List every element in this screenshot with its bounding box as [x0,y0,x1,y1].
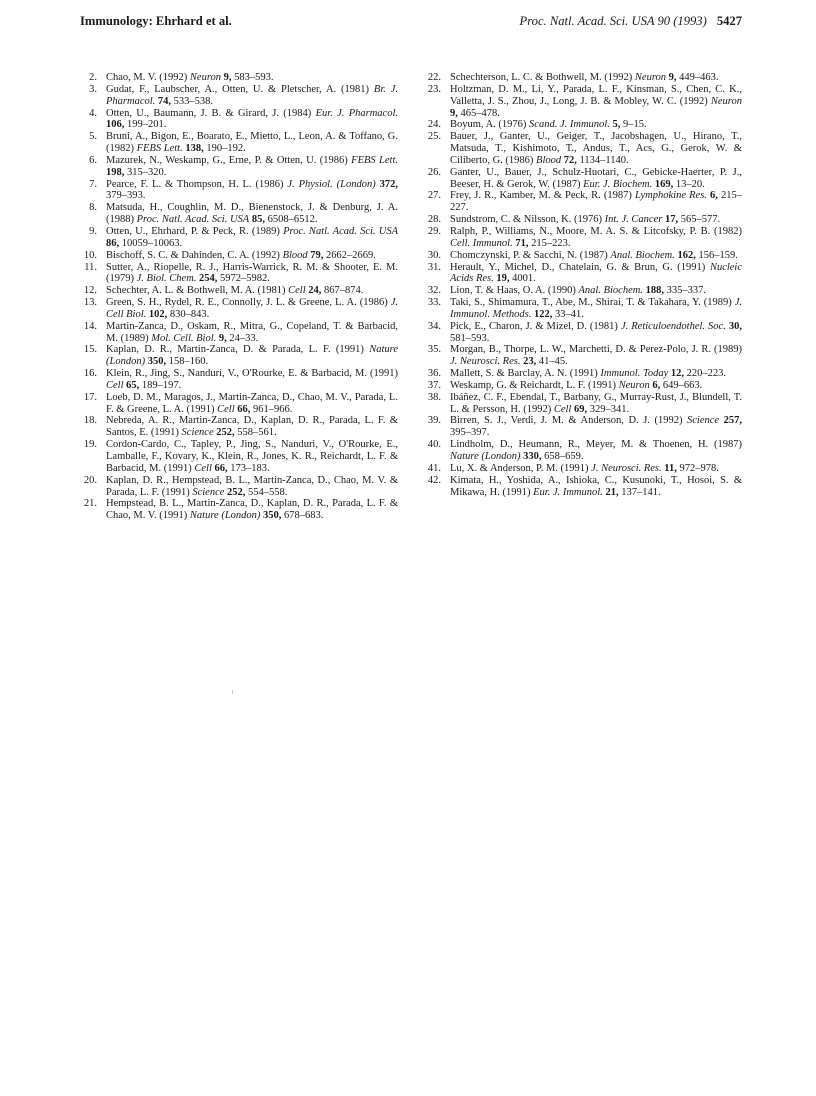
reference-authors: Kaplan, D. R., Martin-Zanca, D. & Parada, L. F. (1991) [106,344,364,356]
reference-authors: Matsuda, H., Coughlin, M. D., Bienenstock, J. & Denburg, J. A. (1988) [106,202,398,226]
reference-pages: 33–41. [555,308,584,320]
reference-item [80,415,398,439]
reference-volume: 24, [308,285,322,297]
reference-authors: Lion, T. & Haas, O. A. (1990) [450,285,576,297]
running-head-left: Immunology: Ehrhard et al. [80,14,232,28]
reference-pages: 6508–6512. [267,214,318,226]
reference-pages: 329–341. [589,403,630,415]
reference-volume: 138, [185,143,204,155]
reference-item [424,368,742,380]
reference-authors: Pick, E., Charon, J. & Mizel, D. (1981) [450,320,618,332]
reference-item [424,285,742,297]
reference-volume: 188, [645,285,664,297]
reference-number: 15. [83,344,97,356]
reference-volume: 74, [157,95,172,107]
reference-authors: Birren, S. J., Verdi, J. M. & Anderson, D. J. (1992) [450,415,683,427]
reference-item [424,321,742,345]
reference-item [80,285,398,297]
reference-pages: 1134–1140. [579,154,629,166]
reference-volume: 122, [534,308,553,320]
reference-authors: Mallett, S. & Barclay, A. N. (1991) [450,368,598,380]
reference-journal: Neuron [710,95,743,107]
reference-pages: 189–197. [141,379,182,391]
reference-authors: Hempstead, B. L., Martin-Zanca, D., Kaplan, D. R., Parada, L. F. & Chao, M. V. (1991) [106,498,398,522]
reference-item [80,439,398,475]
reference-number: 26. [427,166,441,178]
reference-number: 16. [83,368,97,380]
reference-journal: J. Immunol. Methods. [450,297,743,320]
reference-journal: Br. J. Pharmacol. [106,83,399,107]
reference-journal: Mol. Cell. Biol. [151,332,217,344]
reference-journal: J. Reticuloendothel. Soc. [620,320,726,332]
reference-item [80,108,398,132]
reference-authors: Green, S. H., Rydel, R. E., Connolly, J. L. & Greene, L. A. (1986) [106,297,388,309]
reference-pages: 220–223. [686,368,727,380]
reference-volume: 350, [263,510,282,522]
reference-number: 33. [427,297,441,309]
reference-number: 19. [83,439,97,451]
reference-item [80,368,398,392]
reference-authors: Lindholm, D., Heumann, R., Meyer, M. & Thoenen, H. (1987) [450,439,742,451]
reference-authors: Otten, U., Baumann, J. B. & Girard, J. (1984) [106,107,312,119]
reference-authors: Chomczynski, P. & Sacchi, N. (1987) [450,249,608,261]
reference-item [80,498,398,522]
reference-pages: 961–966. [253,403,293,415]
reference-authors: Ibáñez, C. F., Ebendal, T., Barbany, G., Murray-Rust, J., Blundell, T. L. & Persson, H. (1992) [450,391,742,415]
reference-volume: 86, [106,237,120,249]
reference-volume: 21, [605,486,619,498]
reference-item [424,463,742,475]
reference-authors: Morgan, B., Thorpe, L. W., Marchetti, D. & Perez-Polo, J. R. (1989) [450,344,742,356]
reference-volume: 69, [573,403,588,415]
reference-volume: 66, [237,403,251,415]
reference-journal: Cell [288,285,306,297]
reference-item [80,250,398,262]
reference-number: 42. [427,474,441,486]
reference-authors: Otten, U., Ehrhard, P. & Peck, R. (1989) [106,225,280,237]
reference-number: 37. [427,379,441,391]
reference-item [80,155,398,179]
reference-volume: 85, [251,214,265,226]
reference-item [80,297,398,321]
reference-volume: 17, [664,214,679,226]
reference-item [424,131,742,167]
reference-authors: Weskamp, G. & Reichardt, L. F. (1991) [450,379,616,391]
reference-pages: 190–192. [206,143,246,155]
reference-pages: 13–20. [675,178,705,190]
reference-number: 18. [83,415,97,427]
reference-volume: 162, [677,249,696,261]
reference-pages: 199–201. [127,119,167,131]
reference-authors: Pearce, F. L. & Thompson, H. L. (1986) [106,178,284,190]
reference-authors: Holtzman, D. M., Li, Y., Parada, L. F., Kinsman, S., Chen, C. K., Valletta, J. S., Zhou, J., Long, J. B. & Mobley, W. C. (1992) [450,83,742,107]
reference-authors: Sutter, A., Riopelle, R. J., Harris-Warrick, R. M. & Shooter, E. M. (1979) [106,261,398,285]
reference-number: 13. [83,297,97,309]
reference-authors: Bruni, A., Bigon, E., Boarato, E., Mietto, L., Leon, A. & Toffano, G. (1982) [106,131,398,155]
reference-journal: Immunol. Today [600,368,669,380]
reference-volume: 102, [148,308,168,320]
reference-volume: 71, [515,237,529,249]
reference-journal: Cell [217,403,235,415]
reference-item [424,72,742,84]
reference-item [424,380,742,392]
reference-authors: Mazurek, N., Weskamp, G., Erne, P. & Otten, U. (1986) [106,154,348,166]
reference-number: 40. [427,439,441,451]
reference-item [424,250,742,262]
reference-journal: Cell [553,403,572,415]
reference-volume: 252, [216,427,235,439]
reference-journal: Eur. J. Immunol. [533,486,603,498]
reference-volume: 65, [126,379,140,391]
reference-pages: 5972–5982. [220,273,270,285]
reference-authors: Bischoff, S. C. & Dahinden, C. A. (1992) [106,249,280,261]
reference-journal: Cell [106,379,124,391]
reference-volume: 9, [450,107,458,119]
reference-journal: Eur. J. Biochem. [583,178,653,190]
reference-number: 38. [427,391,441,403]
reference-journal: Science [687,415,720,427]
reference-journal: Cell [194,462,212,474]
reference-item [424,297,742,321]
reference-authors: Frey, J. R., Kamber, M. & Peck, R. (1987) [450,190,632,202]
reference-volume: 9, [668,72,677,83]
reference-authors: Ralph, P., Williams, N., Moore, M. A. S. & Litcofsky, P. B. (1982) [450,225,742,237]
reference-authors: Schechter, A. L. & Bothwell, M. A. (1981) [106,285,286,297]
reference-journal: Eur. J. Pharmacol. [315,107,398,119]
reference-pages: 335–337. [666,285,706,297]
reference-authors: Nebreda, A. R., Martin-Zanca, D., Kaplan, D. R., Parada, L. F. & Santos, E. (1991) [106,415,398,439]
reference-pages: 449–463. [679,72,719,83]
reference-journal: Neuron [634,72,667,83]
reference-authors: Klein, R., Jing, S., Nanduri, V., O'Rourke, E. & Barbacid, M. (1991) [106,368,398,380]
reference-volume: 350, [147,356,167,368]
reference-pages: 379–393. [106,190,146,202]
reference-number: 11. [84,261,97,273]
reference-pages: 10059–10063. [121,237,183,249]
reference-journal: J. Physiol. (London) [287,178,376,190]
reference-journal: Neuron [189,72,222,83]
reference-item [424,167,742,191]
reference-number: 35. [427,344,441,356]
reference-volume: 169, [654,178,674,190]
reference-pages: 9–15. [622,119,647,131]
reference-pages: 830–843. [169,308,210,320]
reference-volume: 257, [723,415,742,427]
reference-journal: Anal. Biochem. [578,285,643,297]
reference-volume: 198, [106,166,125,178]
reference-item [80,321,398,345]
reference-number: 7. [89,178,97,190]
reference-pages: 649–663. [662,379,703,391]
reference-authors: Bauer, J., Ganter, U., Geiger, T., Jacobshagen, U., Hirano, T., Matsuda, T., Kishimoto, T., Andus, T., Acs, G., Gerok, W. & Ciliberto, G. (1986) [450,131,742,166]
reference-pages: 215–223. [531,237,571,249]
reference-pages: 678–683. [284,510,324,522]
reference-number: 6. [89,154,97,166]
reference-item [80,392,398,416]
reference-journal: Nature (London) [189,510,261,522]
reference-pages: 215–227. [450,190,743,214]
reference-item [80,344,398,368]
reference-pages: 156–159. [698,249,738,261]
reference-number: 34. [427,320,441,332]
reference-authors: Kimata, H., Yoshida, A., Ishioka, C., Kusunoki, T., Hosoi, S. & Mikawa, H. (1991) [450,474,742,498]
reference-journal: Science [192,486,225,498]
reference-item [80,475,398,499]
reference-item [424,226,742,250]
reference-journal: Blood [282,249,308,261]
reference-number: 9. [89,225,97,237]
reference-authors: Taki, S., Shimamura, T., Abe, M., Shirai, T. & Takahara, Y. (1989) [450,297,732,309]
reference-pages: 2662–2669. [326,249,376,261]
reference-journal: J. Cell Biol. [106,297,398,320]
reference-item [424,119,742,131]
reference-journal: Proc. Natl. Acad. Sci. USA [136,214,250,226]
reference-journal: Scand. J. Immunol. [529,119,610,131]
reference-item [80,202,398,226]
scan-mark [232,690,233,694]
reference-journal: Proc. Natl. Acad. Sci. USA [283,225,398,237]
reference-journal: Science [181,427,214,439]
reference-number: 23. [427,83,441,95]
reference-pages: 315–320. [127,166,167,178]
reference-authors: Chao, M. V. (1992) [106,72,188,83]
reference-number: 3. [89,83,97,95]
reference-volume: 30, [728,320,742,332]
reference-volume: 6, [652,379,661,391]
reference-number: 20. [83,474,97,486]
reference-number: 12. [83,285,97,297]
reference-item [424,392,742,416]
reference-pages: 867–874. [324,285,364,297]
reference-item [424,439,742,463]
reference-pages: 658–659. [544,451,584,462]
reference-item [80,72,398,84]
reference-volume: 6, [710,190,718,202]
journal-citation: Proc. Natl. Acad. Sci. USA 90 (1993) [519,14,707,28]
reference-volume: 72, [563,154,577,166]
reference-number: 39. [427,415,441,427]
reference-pages: 137–141. [621,486,661,498]
reference-number: 5. [89,131,97,143]
reference-number: 10. [83,249,97,261]
reference-pages: 972–978. [679,462,719,474]
reference-pages: 533–538. [173,95,214,107]
reference-volume: 19, [496,273,510,285]
reference-pages: 4001. [512,273,536,285]
running-head-right [520,14,742,29]
reference-pages: 465–478. [460,107,500,119]
reference-volume: 9, [223,72,232,83]
reference-pages: 173–183. [230,462,270,474]
reference-item [424,475,742,499]
references-left-column [80,72,398,522]
reference-authors: Schechterson, L. C. & Bothwell, M. (1992) [450,72,633,83]
reference-number: 4. [89,107,97,119]
references-right-column [424,72,742,498]
reference-journal: Neuron [618,379,650,391]
reference-item [80,179,398,203]
reference-journal: J. Biol. Chem. [136,273,197,285]
reference-journal: Nature (London) [106,344,398,368]
reference-volume: 12, [670,368,685,380]
reference-pages: 158–160. [168,356,209,368]
reference-journal: FEBS Lett. [351,154,398,166]
reference-volume: 106, [106,119,125,131]
reference-authors: Martin-Zanca, D., Oskam, R., Mitra, G., Copeland, T. & Barbacid, M. (1989) [106,320,398,344]
reference-number: 30. [427,249,441,261]
page-number: 5427 [716,14,742,28]
reference-number: 22. [427,72,441,83]
reference-authors: Lu, X. & Anderson, P. M. (1991) [450,462,589,474]
reference-number: 21. [83,498,97,510]
reference-journal: Cell. Immunol. [450,237,513,249]
reference-authors: Kaplan, D. R., Hempstead, B. L., Martin-Zanca, D., Chao, M. V. & Parada, L. F. (1991) [106,474,398,498]
reference-number: 2. [89,72,97,83]
reference-authors: Boyum, A. (1976) [450,119,527,131]
reference-number: 8. [89,202,97,214]
reference-volume: 23, [523,356,537,368]
reference-item [424,262,742,286]
reference-pages: 583–593. [234,72,274,83]
reference-authors: Ganter, U., Bauer, J., Schulz-Huotari, C., Gebicke-Haerter, P. J., Beeser, H. & Gerok, W. (1987) [450,166,742,190]
reference-authors: Cordon-Cardo, C., Tapley, P., Jing, S., Nanduri, V., O'Rourke, E., Lamballe, F., Kovary, K., Klein, R., Jones, K. R., Reichardt, L. F. & Barbacid, M. (1991) [106,439,398,474]
reference-pages: 554–558. [248,486,288,498]
reference-number: 31. [427,261,441,273]
reference-item [424,190,742,214]
reference-number: 27. [427,190,441,202]
reference-journal: Nucleic Acids Res. [450,261,743,285]
reference-item [80,131,398,155]
reference-number: 36. [427,368,441,380]
reference-number: 28. [427,214,441,226]
reference-item [80,84,398,108]
reference-item [80,262,398,286]
reference-item [424,84,742,120]
reference-volume: 330, [523,451,542,462]
reference-number: 24. [427,119,441,131]
reference-number: 41. [427,462,441,474]
reference-number: 29. [427,225,441,237]
reference-volume: 79, [310,249,324,261]
reference-journal: J. Neurosci. Res. [591,462,662,474]
running-header [80,14,742,34]
reference-authors: Herault, Y., Michel, D., Chatelain, G. & Brun, G. (1991) [450,261,706,273]
reference-journal: J. Neurosci. Res. [450,356,521,368]
reference-authors: Sundstrom, C. & Nilsson, K. (1976) [450,214,602,226]
reference-authors: Loeb, D. M., Maragos, J., Martin-Zanca, D., Chao, M. V., Parada, L. F. & Greene, L. A. (1991) [106,391,398,415]
reference-item [424,344,742,368]
reference-item [424,214,742,226]
reference-item [424,415,742,439]
reference-journal: Int. J. Cancer [604,214,663,226]
reference-pages: 24–33. [229,332,259,344]
reference-journal: Lymphokine Res. [635,190,707,202]
reference-volume: 11, [664,462,677,474]
reference-pages: 558–561. [237,427,277,439]
reference-number: 14. [83,320,97,332]
reference-journal: FEBS Lett. [136,143,183,155]
reference-number: 17. [83,391,97,403]
reference-volume: 254, [199,273,218,285]
reference-journal: Anal. Biochem. [610,249,675,261]
reference-volume: 9, [218,332,227,344]
reference-number: 25. [427,131,441,143]
reference-volume: 5, [612,119,621,131]
reference-pages: 41–45. [538,356,568,368]
reference-journal: Blood [536,154,562,166]
reference-pages: 581–593. [450,332,490,344]
reference-number: 32. [427,285,441,297]
reference-volume: 66, [214,462,228,474]
reference-item [80,226,398,250]
reference-authors: Gudat, F., Laubscher, A., Otten, U. & Pletscher, A. (1981) [106,83,370,95]
reference-pages: 565–577. [680,214,721,226]
reference-volume: 252, [227,486,246,498]
reference-journal: Nature (London) [450,451,521,462]
reference-pages: 395–397. [450,427,490,439]
reference-volume: 372, [379,178,398,190]
